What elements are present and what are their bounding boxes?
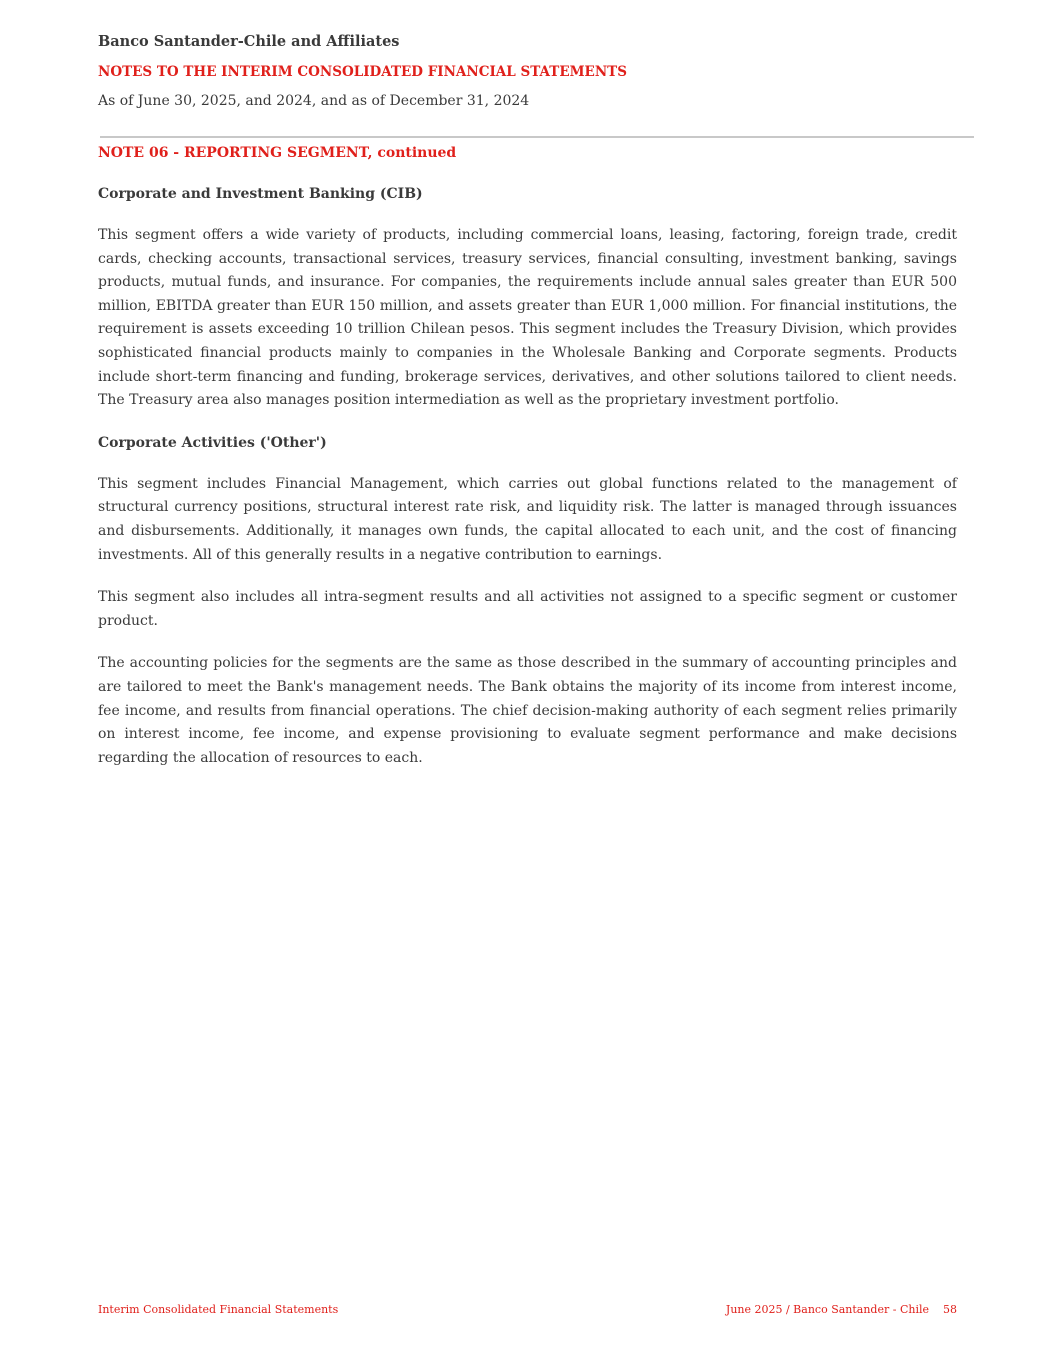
footer-right (726, 1303, 957, 1316)
reporting-dates: As of June 30, 2025, and 2024, and as of December 31, 2024 (98, 93, 530, 109)
section-title-cib: Corporate and Investment Banking (CIB) (98, 186, 423, 202)
footer-period: June 2025 / Banco Santander - Chile (725, 1303, 929, 1316)
header-divider (100, 136, 974, 138)
paragraph-cib: This segment offers a wide variety of products, including commercial loans, leasing, factoring, foreign trade, credit cards, checking accounts, transactional services, treasury services, financial consulting, investment banking, savings products, mutual funds, and insurance. For companies, the requirements include annual sales greater than EUR 500 million, EBITDA greater than EUR 150 million, and assets greater than EUR 1,000 million. For financial institutions, the requirement is assets exceeding 10 trillion Chilean pesos. This segment includes the Treasury Division, which provides sophisticated financial products mainly to companies in the Wholesale Banking and Corporate segments. Products include short-term financing and funding, brokerage services, derivatives, and other solutions tailored to client needs. The Treasury area also manages position intermediation as well as the proprietary investment portfolio. (98, 227, 957, 409)
note-content (98, 142, 957, 770)
paragraph-accounting-policies: The accounting policies for the segments are the same as those described in the summary of accounting principles and are tailored to meet the Bank's management needs. The Bank obtains the majority of its income from interest income, fee income, and results from financial operations. The chief decision-making authority of each segment relies primarily on interest income, fee income, and expense provisioning to evaluate segment performance and make decisions regarding the allocation of resources to each. (98, 655, 957, 766)
paragraph-financial-management: This segment includes Financial Management, which carries out global functions related to the management of structural currency positions, structural interest rate risk, and liquidity risk. The latter is managed through issuances and disbursements. Additionally, it manages own funds, the capital allocated to each unit, and the cost of financing investments. All of this generally results in a negative contribution to earnings. (98, 475, 957, 563)
page-number: 58 (943, 1303, 957, 1316)
section-title-corporate-activities: Corporate Activities ('Other') (98, 434, 327, 451)
footer-document-title: Interim Consolidated Financial Statements (98, 1303, 339, 1316)
notes-title: NOTES TO THE INTERIM CONSOLIDATED FINANCIAL STATEMENTS (98, 64, 627, 80)
note-heading: NOTE 06 - REPORTING SEGMENT, continued (98, 145, 457, 161)
company-name: Banco Santander-Chile and Affiliates (98, 33, 400, 50)
paragraph-intra-segment: This segment also includes all intra-segment results and all activities not assigned to a specific segment or customer product. (98, 589, 957, 629)
